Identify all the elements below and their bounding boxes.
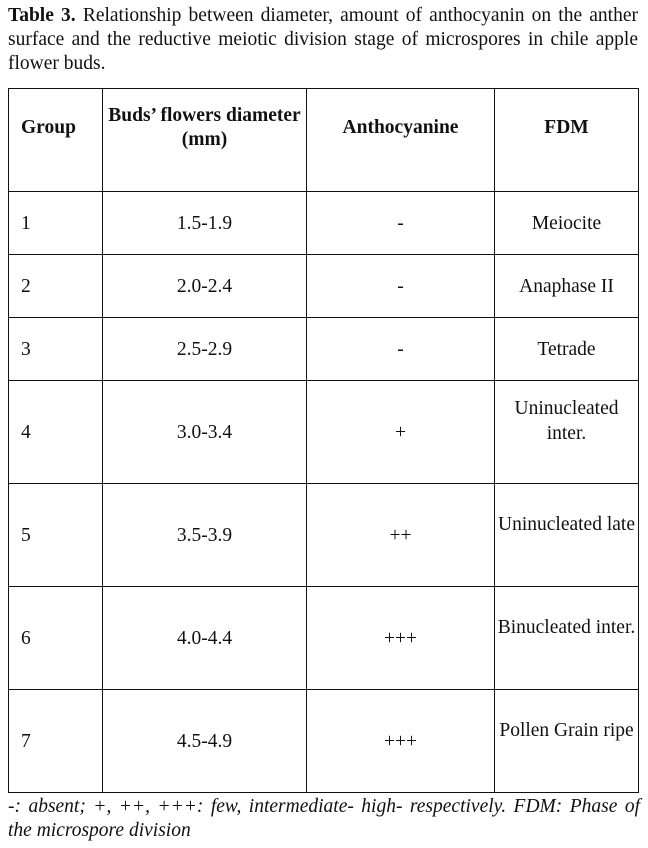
header-group: Group	[9, 89, 103, 192]
table-row	[9, 318, 639, 381]
table-row	[9, 192, 639, 255]
cell-anthocyanine: +	[307, 381, 495, 484]
cell-anthocyanine: -	[307, 255, 495, 318]
cell-diameter: 2.0-2.4	[103, 255, 307, 318]
cell-group: 2	[9, 255, 103, 318]
cell-anthocyanine: +++	[307, 587, 495, 690]
cell-fdm: Uninucleated late	[495, 484, 639, 587]
cell-fdm: Meiocite	[495, 192, 639, 255]
table-footnote: -: absent; +, ++, +++: few, intermediate- high- respectively. FDM: Phase of the microspore division	[8, 796, 640, 841]
cell-diameter: 2.5-2.9	[103, 318, 307, 381]
header-anthocyanine: Anthocyanine	[307, 89, 495, 192]
header-fdm: FDM	[495, 89, 639, 192]
cell-fdm: Pollen Grain ripe	[495, 690, 639, 793]
cell-fdm: Uninucleated inter.	[495, 381, 639, 484]
table-row	[9, 484, 639, 587]
cell-group: 3	[9, 318, 103, 381]
cell-diameter: 3.5-3.9	[103, 484, 307, 587]
cell-diameter: 4.5-4.9	[103, 690, 307, 793]
cell-anthocyanine: -	[307, 318, 495, 381]
cell-fdm: Binucleated inter.	[495, 587, 639, 690]
table-caption	[8, 4, 638, 76]
table-row	[9, 587, 639, 690]
header-row	[9, 89, 639, 192]
table-caption-text: Relationship between diameter, amount of anthocyanin on the anther surface and the reductive meiotic division stage of microspores in chile apple flower buds.	[8, 5, 638, 74]
cell-group: 5	[9, 484, 103, 587]
cell-diameter: 4.0-4.4	[103, 587, 307, 690]
table-label: Table 3.	[8, 5, 76, 26]
cell-fdm: Anaphase II	[495, 255, 639, 318]
header-diameter: Buds’ flowers diameter (mm)	[103, 89, 307, 192]
cell-group: 6	[9, 587, 103, 690]
data-table	[8, 88, 639, 793]
cell-group: 1	[9, 192, 103, 255]
table-row	[9, 690, 639, 793]
cell-diameter: 1.5-1.9	[103, 192, 307, 255]
cell-group: 4	[9, 381, 103, 484]
cell-diameter: 3.0-3.4	[103, 381, 307, 484]
cell-anthocyanine: ++	[307, 484, 495, 587]
cell-group: 7	[9, 690, 103, 793]
cell-anthocyanine: +++	[307, 690, 495, 793]
cell-fdm: Tetrade	[495, 318, 639, 381]
table-row	[9, 255, 639, 318]
table-row	[9, 381, 639, 484]
cell-anthocyanine: -	[307, 192, 495, 255]
